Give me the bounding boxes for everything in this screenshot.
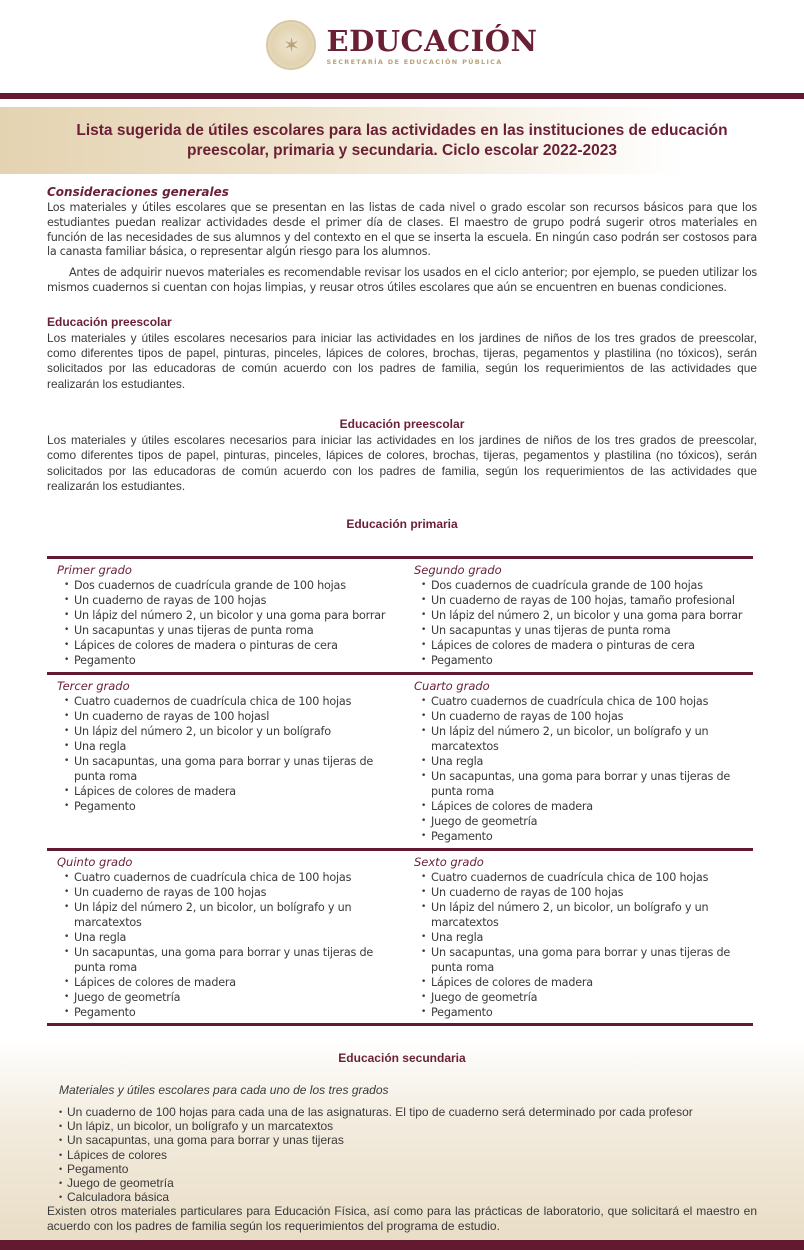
list-item: • Lápices de colores de madera xyxy=(414,799,753,814)
grade-items xyxy=(57,870,400,1021)
brand-subtitle: SECRETARÍA DE EDUCACIÓN PÚBLICA xyxy=(326,57,503,66)
list-item: • Cuatro cuadernos de cuadrícula chica de 100 hojas xyxy=(414,870,753,885)
list-item: • Pegamento xyxy=(57,1005,400,1020)
list-item: • Un lápiz del número 2, un bicolor, un bolígrafo y un marcatextos xyxy=(414,900,753,930)
list-item: • Lápices de colores de madera o pinturas de cera xyxy=(57,638,400,653)
list-item: • Calculadora básica xyxy=(59,1190,757,1204)
list-item: • Pegamento xyxy=(57,799,400,814)
list-item: • Cuatro cuadernos de cuadrícula chica de 100 hojas xyxy=(57,694,400,709)
primaria-heading: Educación primaria xyxy=(346,517,458,532)
list-item: • Lápices de colores de madera xyxy=(57,975,400,990)
top-divider xyxy=(0,93,804,99)
list-item: • Un sacapuntas, una goma para borrar y unas tijeras xyxy=(59,1133,757,1147)
list-item: • Un sacapuntas, una goma para borrar y unas tijeras de punta roma xyxy=(414,945,753,975)
page-header xyxy=(0,0,804,92)
list-item: • Un cuaderno de rayas de 100 hojas xyxy=(57,593,400,608)
list-item: • Cuatro cuadernos de cuadrícula chica de 100 hojas xyxy=(414,694,753,709)
general-paragraph-2: Antes de adquirir nuevos materiales es recomendable revisar los usados en el ciclo anterior; por ejemplo, se pueden utilizar los mismos cuadernos si cuentan con hojas limpias, y reusar otros útiles escolares que aún se encuentren en buenas condiciones. xyxy=(47,266,757,294)
grade-card-quinto xyxy=(47,851,400,1024)
list-item: • Un cuaderno de 100 hojas para cada una de las asignaturas. El tipo de cuaderno será determinado por cada profesor xyxy=(59,1105,757,1119)
grade-items xyxy=(414,694,753,845)
list-item: • Juego de geometría xyxy=(59,1176,757,1190)
preescolar-paragraph-2: Los materiales y útiles escolares necesarios para iniciar las actividades en los jardines de niños de los tres grados de preescolar, como diferentes tipos de papel, pinturas, pinceles, lápices de colores, brochas, tijeras, pegamentos y plastilina (no tóxicos), serán solicitados por las educadoras de común acuerdo con los padres de familia, según los requerimientos de las actividades que realizarán los estudiantes. xyxy=(47,432,757,493)
brand-title: EDUCACIÓN xyxy=(326,23,538,58)
grade-items xyxy=(414,870,753,1021)
list-item: • Un lápiz del número 2, un bicolor, un bolígrafo y un marcatextos xyxy=(57,900,400,930)
primaria-grade-table xyxy=(47,556,753,1026)
closing-note: Existen otros materiales particulares para Educación Física, así como para las prácticas de laboratorio, que solicitará el maestro en acuerdo con los padres de familia según los requerimientos del programa de estudio. xyxy=(47,1204,757,1233)
list-item: • Un sacapuntas y unas tijeras de punta roma xyxy=(57,623,400,638)
grade-title: Quinto grado xyxy=(57,854,133,869)
list-item: • Un lápiz del número 2, un bicolor, un bolígrafo y un marcatextos xyxy=(414,724,753,754)
preescolar-heading-2: Educación preescolar xyxy=(339,416,465,431)
grade-title: Cuarto grado xyxy=(414,678,490,693)
list-item: • Un sacapuntas y unas tijeras de punta roma xyxy=(414,623,753,638)
general-paragraph-1: Los materiales y útiles escolares que se presentan en las listas de cada nivel o grado escolar son recursos básicos para que los estudiantes puedan realizar actividades desde el primer día de clases. El maestro de grupo podrá sugerir otros materiales en función de las necesidades de sus alumnos y del contexto en el que se inserta la escuela. En ningún caso podrán ser costosos para la canasta familiar básica, o representar algún riesgo para los alumnos. xyxy=(47,201,757,259)
list-item: • Un cuaderno de rayas de 100 hojas xyxy=(414,885,753,900)
list-item: • Un sacapuntas, una goma para borrar y unas tijeras de punta roma xyxy=(414,769,753,799)
grade-row xyxy=(47,559,753,672)
grade-row xyxy=(47,851,753,1024)
list-item: • Lápices de colores de madera xyxy=(414,975,753,990)
grade-card-segundo xyxy=(400,559,753,672)
grade-row xyxy=(47,675,753,848)
secundaria-items xyxy=(59,1105,757,1204)
list-item: • Un cuaderno de rayas de 100 hojas xyxy=(57,885,400,900)
list-item: • Un cuaderno de rayas de 100 hojas xyxy=(414,709,753,724)
document-title: Lista sugerida de útiles escolares para las actividades en las instituciones de educación preescolar, primaria y secundaria. Ciclo escolar 2022-2023 xyxy=(76,121,728,159)
list-item: • Pegamento xyxy=(414,1005,753,1020)
coat-of-arms-icon: ✶ xyxy=(266,20,316,70)
grade-title: Tercer grado xyxy=(57,678,130,693)
list-item: • Lápices de colores de madera o pinturas de cera xyxy=(414,638,753,653)
list-item: • Pegamento xyxy=(57,653,400,668)
preescolar-paragraph: Los materiales y útiles escolares necesarios para iniciar las actividades en los jardines de niños de los tres grados de preescolar, como diferentes tipos de papel, pinturas, pinceles, lápices de colores, brochas, tijeras, pegamentos y plastilina (no tóxicos), serán solicitados por las educadoras de común acuerdo con los padres de familia, según los requerimientos de las actividades que realizarán los estudiantes. xyxy=(47,330,757,391)
grade-card-sexto xyxy=(400,851,753,1024)
table-divider xyxy=(47,1023,753,1026)
preescolar-heading: Educación preescolar xyxy=(47,314,172,329)
grade-card-primer xyxy=(47,559,400,672)
list-item: • Un lápiz, un bicolor, un bolígrafo y un marcatextos xyxy=(59,1119,757,1133)
list-item: • Una regla xyxy=(57,930,400,945)
bottom-divider xyxy=(0,1240,804,1250)
secundaria-section xyxy=(47,1050,757,1204)
grade-items xyxy=(57,694,400,815)
list-item: • Una regla xyxy=(414,754,753,769)
list-item: • Pegamento xyxy=(59,1162,757,1176)
grade-title: Primer grado xyxy=(57,563,132,577)
list-item: • Un lápiz del número 2, un bicolor y una goma para borrar xyxy=(57,608,400,623)
grade-card-cuarto xyxy=(400,675,753,848)
list-item: • Dos cuadernos de cuadrícula grande de 100 hojas xyxy=(57,578,400,593)
general-heading: Consideraciones generales xyxy=(47,185,229,199)
list-item: • Juego de geometría xyxy=(57,990,400,1005)
list-item: • Un lápiz del número 2, un bicolor y un bolígrafo xyxy=(57,724,400,739)
list-item: • Un sacapuntas, una goma para borrar y unas tijeras de punta roma xyxy=(57,945,400,975)
list-item: • Pegamento xyxy=(414,653,753,668)
list-item: • Juego de geometría xyxy=(414,814,753,829)
list-item: • Juego de geometría xyxy=(414,990,753,1005)
grade-title: Segundo grado xyxy=(414,563,502,577)
list-item: • Un cuaderno de rayas de 100 hojas, tamaño profesional xyxy=(414,593,753,608)
sep-logo xyxy=(266,20,537,70)
grade-items xyxy=(57,578,400,669)
list-item: • Cuatro cuadernos de cuadrícula chica de 100 hojas xyxy=(57,870,400,885)
intro-content xyxy=(47,184,757,533)
list-item: • Una regla xyxy=(414,930,753,945)
secundaria-heading: Educación secundaria xyxy=(338,1051,466,1065)
list-item: • Un sacapuntas, una goma para borrar y unas tijeras de punta roma xyxy=(57,754,400,784)
list-item: • Una regla xyxy=(57,739,400,754)
grade-title: Sexto grado xyxy=(414,854,484,869)
list-item: • Dos cuadernos de cuadrícula grande de 100 hojas xyxy=(414,578,753,593)
secundaria-subheading: Materiales y útiles escolares para cada uno de los tres grados xyxy=(59,1083,389,1097)
list-item: • Pegamento xyxy=(414,829,753,844)
list-item: • Lápices de colores de madera xyxy=(57,784,400,799)
list-item: • Un cuaderno de rayas de 100 hojasl xyxy=(57,709,400,724)
grade-items xyxy=(414,578,753,669)
grade-card-tercer xyxy=(47,675,400,848)
title-band xyxy=(0,107,804,174)
list-item: • Un lápiz del número 2, un bicolor y una goma para borrar xyxy=(414,608,753,623)
list-item: • Lápices de colores xyxy=(59,1148,757,1162)
